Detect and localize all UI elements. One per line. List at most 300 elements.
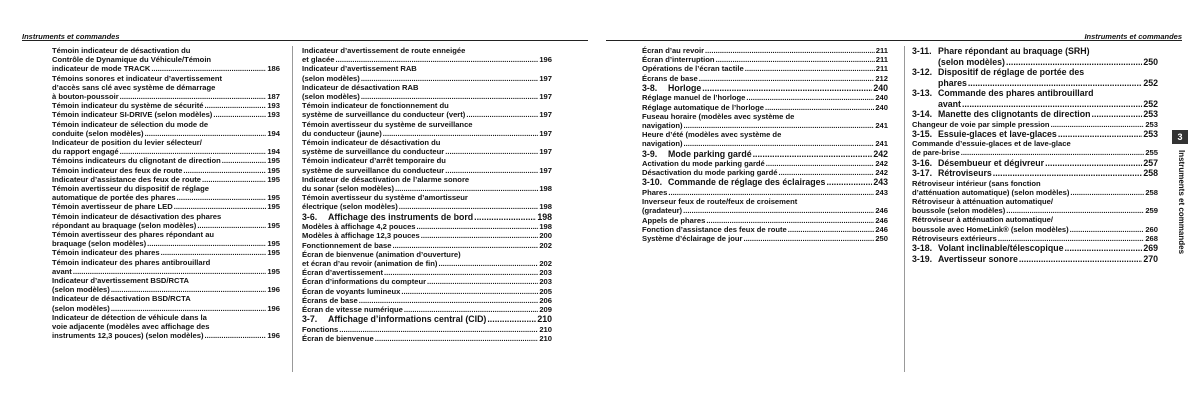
toc-entry (302, 138, 552, 156)
entry-text-line: Système d’éclairage de jour (642, 233, 743, 243)
page-number: 259 (1145, 206, 1158, 216)
page-number: 240 (875, 93, 888, 103)
dot-leader (213, 110, 266, 119)
entry-text-line: Écran d’avertissement (302, 268, 384, 278)
toc-entry (642, 103, 888, 112)
section-number: 3-10. (642, 177, 663, 188)
toc-section-entry (912, 46, 1158, 67)
dot-leader (466, 110, 538, 119)
entry-text-line: Témoin indicateur de sélection du mode de (52, 119, 209, 129)
toc-section-entry (642, 149, 888, 160)
dot-leader (1051, 120, 1145, 129)
page-number: 194 (267, 147, 280, 157)
toc-entry (642, 64, 888, 73)
dot-leader (147, 239, 266, 248)
dot-leader (177, 193, 267, 202)
dot-leader (961, 148, 1145, 157)
dot-leader (1006, 57, 1142, 68)
toc-section-entry (302, 212, 552, 223)
toc-entry (52, 294, 280, 312)
toc-entry (52, 202, 280, 211)
toc-entry (52, 212, 280, 230)
entry-text-line: de pare-brise (912, 148, 960, 158)
dot-leader (702, 83, 872, 94)
dot-leader (383, 129, 539, 138)
toc-entry (642, 130, 888, 148)
entry-text-line: Témoin indicateur de désactivation du (52, 46, 191, 55)
toc-entry (52, 258, 280, 276)
toc-entry (642, 188, 888, 197)
toc-section-entry (912, 88, 1158, 109)
dot-leader (788, 225, 875, 234)
page-number: 196 (267, 303, 280, 313)
dot-leader (399, 202, 539, 211)
entry-text-line: Écran d’interruption (642, 55, 715, 65)
page-number: 240 (873, 82, 888, 93)
dot-leader (336, 55, 539, 64)
entry-text-line: avant (938, 98, 961, 109)
dot-leader (1045, 158, 1142, 169)
dot-leader (1070, 188, 1144, 197)
dot-leader (743, 234, 874, 243)
right-header-rule (606, 40, 1182, 41)
chapter-tab: 3 (1172, 130, 1188, 144)
toc-entry (52, 230, 280, 248)
section-number: 3-12. (912, 67, 933, 77)
side-chapter-title (1158, 150, 1194, 280)
toc-entry (302, 83, 552, 101)
page-number: 250 (1143, 56, 1158, 67)
entry-text-line: voie adjacente (modèles avec affichage des (52, 322, 210, 332)
dot-leader (401, 287, 538, 296)
entry-text-line: Témoin indicateur de désactivation des phares (52, 211, 222, 221)
dot-leader (197, 221, 266, 230)
entry-text-line: navigation) (642, 139, 683, 149)
page-number: 250 (875, 233, 888, 243)
entry-text-line: Témoin indicateur du système de sécurité (52, 101, 204, 111)
toc-entry (302, 241, 552, 250)
page-number: 198 (539, 222, 552, 232)
page-number: 243 (875, 187, 888, 197)
page-number: 210 (537, 314, 552, 325)
section-number: 3-15. (912, 128, 933, 139)
toc-entry (642, 46, 888, 55)
entry-text-line: Contrôle de Dynamique du Véhicule/Témoin (52, 55, 212, 65)
entry-text-line: avant (52, 266, 72, 276)
entry-text-line: (selon modèles) (52, 303, 110, 313)
entry-text-line: boussole (selon modèles) (912, 206, 1006, 216)
dot-leader (73, 267, 266, 276)
dot-leader (145, 129, 267, 138)
entry-text-line: Modèles à affichage 4,2 pouces (302, 222, 416, 232)
dot-leader (778, 168, 874, 177)
toc-entry (642, 168, 888, 177)
entry-text-line: Désembueur et dégivreur (938, 157, 1045, 168)
entry-text-line: Commande de réglage des éclairages (668, 177, 826, 188)
section-number: 3-18. (912, 243, 933, 254)
entry-text-line: Écran de voyants lumineux (302, 286, 401, 296)
dot-leader (998, 234, 1144, 243)
entry-text-line: Phares (642, 187, 668, 197)
dot-leader (683, 206, 874, 215)
entry-text-line: Témoin avertisseur du système de surveillance (302, 119, 473, 129)
dot-leader (1019, 254, 1142, 265)
page-number: 242 (875, 168, 888, 178)
entry-text-line: Heure d’été (modèles avec système de (642, 130, 782, 140)
dot-leader (1070, 225, 1145, 234)
page-number: 255 (1145, 148, 1158, 158)
entry-text-line: Modèles à affichage 12,3 pouces (302, 231, 420, 241)
toc-entry (302, 325, 552, 334)
entry-text-line: Affichage des instruments de bord (328, 211, 474, 222)
dot-leader (361, 74, 539, 83)
toc-section-entry (912, 109, 1158, 120)
section-number: 3-14. (912, 109, 933, 119)
toc-entry (302, 193, 552, 211)
toc-entry (642, 74, 888, 83)
page-number: 205 (539, 286, 552, 296)
dot-leader (151, 64, 266, 73)
entry-text-line: Indicateur d’avertissement de route enneigée (302, 46, 466, 55)
page-number: 211 (875, 55, 888, 65)
entry-text-line: Indicateur de désactivation RAB (302, 82, 419, 92)
page-number: 187 (267, 92, 280, 102)
right-toc-column-2 (912, 46, 1158, 264)
page-number: 260 (1145, 224, 1158, 234)
page-number: 240 (875, 102, 888, 112)
entry-text-line: Réglage automatique de l’horloge (642, 102, 764, 112)
page-number: 202 (539, 240, 552, 250)
page-number: 212 (875, 73, 888, 83)
toc-entry (912, 120, 1158, 129)
entry-text-line: Indicateur de position du levier sélecteur/ (52, 138, 202, 148)
page-number: 195 (267, 248, 280, 258)
toc-entry (52, 101, 280, 110)
page-number: 253 (1145, 119, 1158, 129)
entry-text-line: Rétroviseur à atténuation automatique/ (912, 215, 1053, 225)
dot-leader (392, 241, 538, 250)
entry-text-line: (selon modèles) (52, 285, 110, 295)
dot-leader (222, 156, 267, 165)
entry-text-line: Horloge (668, 82, 702, 93)
entry-text-line: indicateur de mode TRACK (52, 64, 151, 74)
entry-text-line: Phare répondant au braquage (SRH) (938, 46, 1090, 56)
entry-text-line: conduite (selon modèles) (52, 128, 144, 138)
dot-leader (826, 177, 872, 188)
left-header-rule (22, 40, 588, 41)
entry-text-line: Témoin indicateur SI-DRIVE (selon modèles) (52, 110, 213, 120)
toc-entry (642, 225, 888, 234)
toc-entry (302, 250, 552, 268)
entry-text-line: Témoin indicateur des phares (52, 248, 160, 258)
entry-text-line: du conducteur (jaune) (302, 128, 382, 138)
page-number: 252 (1143, 98, 1158, 109)
toc-entry (52, 74, 280, 102)
toc-section-entry (912, 129, 1158, 140)
entry-text-line: électrique (selon modèles) (302, 202, 398, 212)
page-number: 211 (875, 64, 888, 74)
toc-entry (642, 197, 888, 215)
entry-text-line: braquage (selon modèles) (52, 239, 147, 249)
entry-text-line: (selon modèles) (302, 92, 360, 102)
entry-text-line: automatique de portée des phares (52, 193, 176, 203)
right-page (606, 0, 1194, 400)
dot-leader (120, 147, 267, 156)
dot-leader (1058, 129, 1142, 140)
left-page (0, 0, 588, 400)
dot-leader (705, 46, 875, 55)
page-number: 195 (267, 156, 280, 166)
page-number: 186 (267, 64, 280, 74)
page-number: 197 (539, 92, 552, 102)
entry-text-line: Rétroviseurs extérieurs (912, 233, 997, 243)
entry-text-line: Témoin avertisseur du système d’amortisseur (302, 193, 468, 203)
section-number: 3-9. (642, 148, 658, 159)
entry-text-line: Indicateur de désactivation de l’alarme sonore (302, 174, 470, 184)
toc-entry (302, 120, 552, 138)
entry-text-line: boussole avec HomeLink® (selon modèles) (912, 224, 1069, 234)
page-number: 257 (1143, 157, 1158, 168)
page-number: 202 (539, 258, 552, 268)
dot-leader (120, 92, 267, 101)
entry-text-line: Rétroviseurs (938, 168, 992, 179)
entry-text-line: Indicateur d’avertissement BSD/RCTA (52, 276, 190, 286)
entry-text-line: Appels de phares (642, 215, 706, 225)
dot-leader (706, 216, 874, 225)
dot-leader (205, 101, 267, 110)
dot-leader (445, 147, 538, 156)
toc-entry (912, 139, 1158, 157)
page-number: 195 (267, 239, 280, 249)
entry-text-line: Écran d’au revoir (642, 46, 705, 55)
toc-entry (302, 101, 552, 119)
page-number: 196 (267, 331, 280, 341)
page-number: 197 (539, 128, 552, 138)
page-number: 210 (539, 324, 552, 334)
page-number: 193 (267, 110, 280, 120)
entry-text-line: Indicateur d’assistance des feux de route (52, 174, 201, 184)
dot-leader (202, 175, 266, 184)
dot-leader (993, 168, 1143, 179)
page-number: 197 (539, 110, 552, 120)
page-number: 241 (875, 139, 888, 149)
dot-leader (427, 277, 538, 286)
toc-entry (52, 166, 280, 175)
entry-text-line: système de surveillance du conducteur (302, 147, 445, 157)
dot-leader (205, 331, 267, 340)
toc-entry (302, 222, 552, 231)
entry-text-line: Fonctionnement de base (302, 240, 392, 250)
toc-entry (302, 334, 552, 343)
toc-entry (302, 268, 552, 277)
entry-text-line: Témoin avertisseur des phares répondant au (52, 230, 215, 240)
page-number: 196 (267, 285, 280, 295)
dot-leader (746, 93, 874, 102)
entry-text-line: (selon modèles) (302, 73, 360, 83)
toc-entry (52, 175, 280, 184)
toc-section-entry (912, 254, 1158, 265)
page-number: 246 (875, 206, 888, 216)
toc-entry (302, 46, 552, 64)
page-number: 197 (539, 73, 552, 83)
page-number: 196 (539, 55, 552, 65)
entry-text-line: Témoin indicateur des phares antibrouillard (52, 257, 211, 267)
toc-entry (52, 156, 280, 165)
page-number: 198 (539, 184, 552, 194)
dot-leader (684, 139, 875, 148)
dot-leader (1064, 243, 1142, 254)
page-number: 241 (875, 120, 888, 130)
entry-text-line: Témoin indicateur d’arrêt temporaire du (302, 156, 446, 166)
entry-text-line: Indicateur de désactivation BSD/RCTA (52, 294, 191, 304)
dot-leader (487, 314, 536, 325)
section-number: 3-8. (642, 82, 658, 93)
dot-leader (474, 212, 536, 223)
page-number: 198 (539, 202, 552, 212)
entry-text-line: Manette des clignotants de direction (938, 109, 1091, 119)
toc-entry (302, 175, 552, 193)
entry-text-line: Commande des phares antibrouillard (938, 88, 1094, 98)
page-number: 195 (267, 220, 280, 230)
page-number: 242 (875, 159, 888, 169)
entry-text-line: d’accès sans clé avec système de démarrage (52, 82, 216, 92)
entry-text-line: Indicateur d’avertissement RAB (302, 64, 417, 74)
dot-leader (962, 99, 1142, 110)
entry-text-line: Témoin indicateur de désactivation du (302, 138, 441, 148)
page-number: 200 (539, 231, 552, 241)
toc-entry (912, 197, 1158, 215)
page-number: 197 (539, 147, 552, 157)
dot-leader (174, 202, 267, 211)
toc-entry (912, 179, 1158, 197)
toc-entry (302, 287, 552, 296)
page-number: 242 (873, 148, 888, 159)
page-number: 253 (1143, 109, 1158, 119)
toc-section-entry (642, 83, 888, 94)
page-number: 243 (873, 177, 888, 188)
entry-text-line: Fonctions (302, 324, 339, 334)
page-number: 203 (539, 268, 552, 278)
dot-leader (753, 149, 873, 160)
entry-text-line: et écran d’au revoir (animation de fin) (302, 258, 438, 268)
toc-entry (52, 276, 280, 294)
entry-text-line: Mode parking gardé (668, 148, 752, 159)
page-number: 209 (539, 304, 552, 314)
page-number: 211 (875, 46, 888, 55)
entry-text-line: Activation du mode parking gardé (642, 159, 765, 169)
toc-entry (52, 138, 280, 156)
page-number: 195 (267, 202, 280, 212)
entry-text-line: Fonction d’assistance des feux de route (642, 224, 787, 234)
entry-text-line: système de surveillance du conducteur (vert) (302, 110, 466, 120)
entry-text-line: Témoin avertisseur du dispositif de réglage (52, 184, 209, 194)
toc-section-entry (912, 168, 1158, 179)
entry-text-line: Rétroviseur intérieur (sans fonction (912, 178, 1041, 188)
entry-text-line: d’atténuation automatique) (selon modèles) (912, 187, 1070, 197)
toc-section-entry (912, 67, 1158, 88)
dot-leader (421, 231, 539, 240)
entry-text-line: système de surveillance du conducteur (302, 165, 445, 175)
section-number: 3-17. (912, 168, 933, 179)
toc-section-entry (302, 314, 552, 325)
dot-leader (395, 184, 538, 193)
entry-text-line: à bouton-poussoir (52, 92, 119, 102)
dot-leader (183, 166, 266, 175)
toc-entry (642, 112, 888, 130)
dot-leader (111, 304, 267, 313)
entry-text-line: du rapport engagé (52, 147, 119, 157)
section-number: 3-13. (912, 88, 933, 98)
section-number: 3-6. (302, 211, 318, 222)
page-number: 193 (267, 101, 280, 111)
entry-text-line: Témoins indicateurs du clignotant de direction (52, 156, 221, 166)
entry-text-line: Changeur de voie par simple pression (912, 119, 1050, 129)
dot-leader (438, 259, 538, 268)
dot-leader (745, 64, 875, 73)
entry-text-line: Essuie-glaces et lave-glaces (938, 128, 1057, 139)
toc-entry (52, 184, 280, 202)
toc-entry (642, 93, 888, 102)
left-column-divider (292, 46, 293, 372)
entry-text-line: Écran de bienvenue (302, 333, 374, 343)
entry-text-line: Témoin avertisseur de phare LED (52, 202, 173, 212)
entry-text-line: Écran de vitesse numérique (302, 304, 403, 314)
page-number: 203 (539, 277, 552, 287)
entry-text-line: Affichage d’informations central (CID) (328, 314, 487, 325)
side-chapter-title-text: Instruments et commandes (1177, 150, 1186, 255)
dot-leader (445, 166, 538, 175)
dot-leader (1006, 206, 1144, 215)
dot-leader (384, 268, 538, 277)
toc-entry (52, 120, 280, 138)
page-number: 268 (1145, 233, 1158, 243)
dot-leader (339, 325, 538, 334)
page-number: 198 (537, 211, 552, 222)
entry-text-line: phares (938, 77, 967, 88)
dot-leader (1092, 109, 1143, 120)
toc-entry (302, 296, 552, 305)
page-number: 246 (875, 224, 888, 234)
toc-section-entry (912, 243, 1158, 254)
entry-text-line: Indicateur de détection de véhicule dans la (52, 312, 207, 322)
toc-entry (52, 110, 280, 119)
page-number: 195 (267, 174, 280, 184)
page-number: 194 (267, 128, 280, 138)
entry-text-line: Écran d’informations du compteur (302, 277, 427, 287)
toc-entry (302, 305, 552, 314)
page-number: 258 (1145, 187, 1158, 197)
entry-text-line: navigation) (642, 120, 683, 130)
page-number: 206 (539, 295, 552, 305)
toc-entry (302, 277, 552, 286)
toc-entry (912, 215, 1158, 233)
dot-leader (716, 55, 875, 64)
toc-entry (52, 313, 280, 341)
entry-text-line: du sonar (selon modèles) (302, 184, 394, 194)
toc-entry (52, 46, 280, 74)
page-number: 258 (1143, 168, 1158, 179)
entry-text-line: (selon modèles) (938, 56, 1005, 67)
entry-text-line: Écran de bienvenue (animation d’ouverture) (302, 249, 461, 259)
entry-text-line: (gradateur) (642, 206, 683, 216)
toc-section-entry (912, 158, 1158, 169)
dot-leader (359, 296, 539, 305)
right-toc-column-1 (642, 46, 888, 243)
entry-text-line: Réglage manuel de l’horloge (642, 93, 746, 103)
page-number: 195 (267, 193, 280, 203)
dot-leader (699, 74, 875, 83)
toc-entry (642, 55, 888, 64)
